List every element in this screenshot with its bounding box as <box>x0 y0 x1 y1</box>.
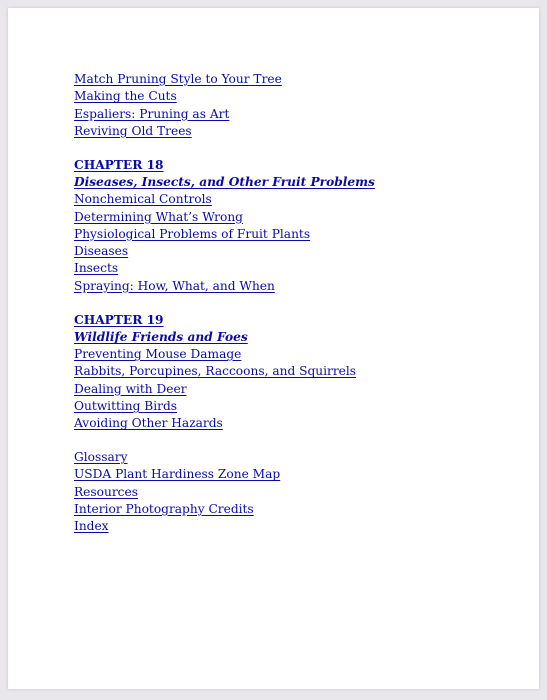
toc-link-avoiding-other-hazards[interactable]: Avoiding Other Hazards <box>74 416 223 431</box>
toc-link-photography-credits[interactable]: Interior Photography Credits <box>74 502 254 517</box>
toc-link-glossary[interactable]: Glossary <box>74 450 128 465</box>
toc-group-chapter-19 <box>74 312 375 433</box>
toc-group-pruning <box>74 71 375 140</box>
toc-link-insects[interactable]: Insects <box>74 261 119 276</box>
toc-link-physiological-problems[interactable]: Physiological Problems of Fruit Plants <box>74 226 311 241</box>
toc-link-nonchemical-controls[interactable]: Nonchemical Controls <box>74 192 212 207</box>
table-of-contents <box>74 71 375 552</box>
toc-link-rabbits-porcupines[interactable]: Rabbits, Porcupines, Raccoons, and Squirrels <box>74 364 357 379</box>
toc-link-determining-whats-wrong[interactable]: Determining What’s Wrong <box>74 209 243 224</box>
chapter-18-title-link[interactable]: Diseases, Insects, and Other Fruit Problems <box>74 174 375 189</box>
toc-link-diseases[interactable]: Diseases <box>74 244 129 259</box>
chapter-19-number-link[interactable]: CHAPTER 19 <box>74 312 164 327</box>
toc-link-outwitting-birds[interactable]: Outwitting Birds <box>74 399 178 414</box>
document-page <box>8 8 539 689</box>
toc-link-reviving-old-trees[interactable]: Reviving Old Trees <box>74 123 192 138</box>
chapter-19-title-link[interactable]: Wildlife Friends and Foes <box>74 329 248 344</box>
chapter-18-number-link[interactable]: CHAPTER 18 <box>74 157 164 172</box>
toc-link-usda-zone-map[interactable]: USDA Plant Hardiness Zone Map <box>74 467 281 482</box>
toc-link-index[interactable]: Index <box>74 519 109 534</box>
toc-link-resources[interactable]: Resources <box>74 484 138 499</box>
toc-link-making-the-cuts[interactable]: Making the Cuts <box>74 89 177 104</box>
toc-link-dealing-with-deer[interactable]: Dealing with Deer <box>74 381 187 396</box>
toc-group-back-matter <box>74 449 375 535</box>
toc-link-preventing-mouse-damage[interactable]: Preventing Mouse Damage <box>74 347 242 362</box>
toc-link-spraying[interactable]: Spraying: How, What, and When <box>74 278 275 293</box>
toc-link-match-pruning-style[interactable]: Match Pruning Style to Your Tree <box>74 72 282 86</box>
toc-group-chapter-18 <box>74 157 375 295</box>
toc-link-espaliers[interactable]: Espaliers: Pruning as Art <box>74 106 230 121</box>
